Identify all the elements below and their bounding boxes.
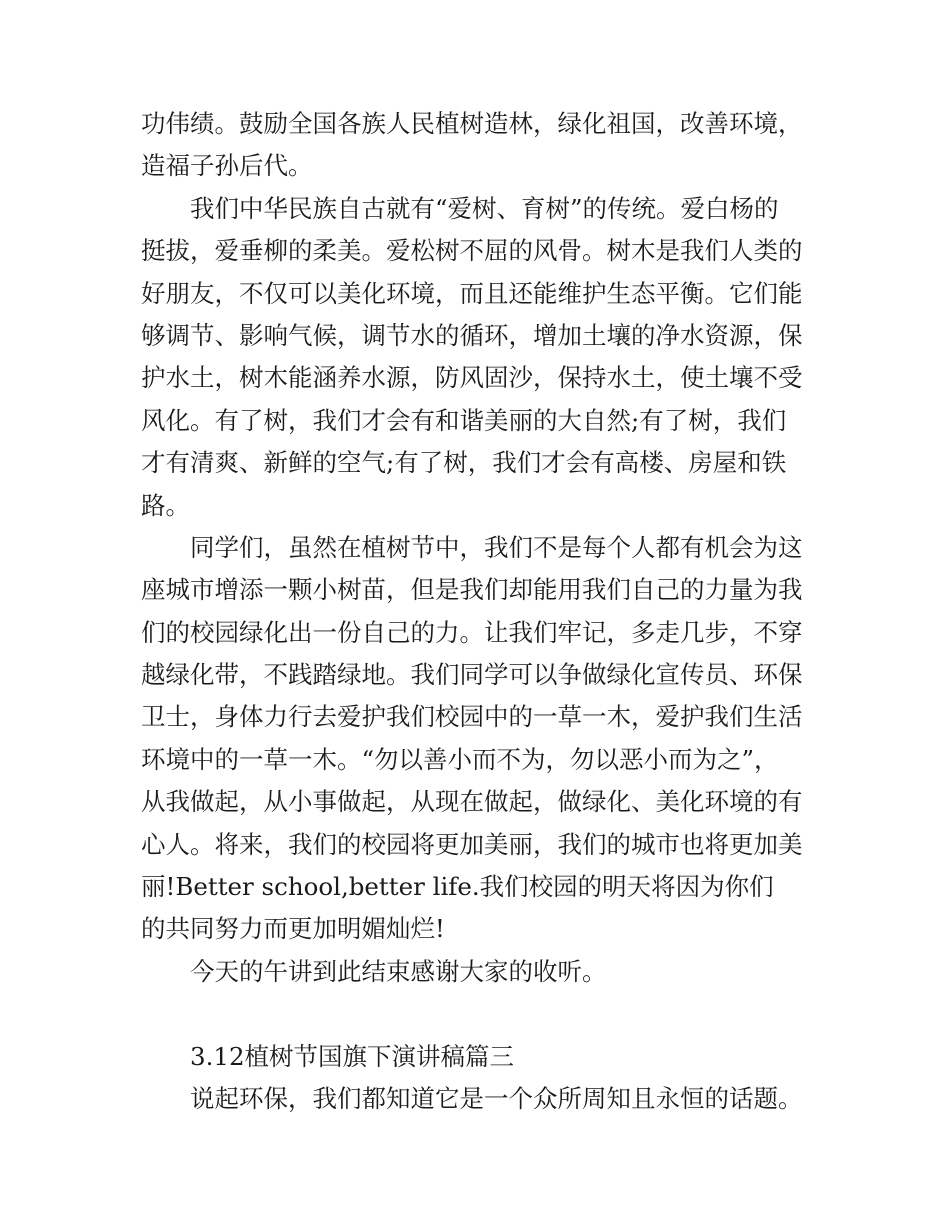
text-line: 才有清爽、新鲜的空气;有了树，我们才会有高楼、房屋和铁: [141, 448, 787, 478]
text-line: 够调节、影响气候，调节水的循环，增加土壤的净水资源，保: [141, 320, 803, 350]
text-line: 好朋友，不仅可以美化环境，而且还能维护生态平衡。它们能: [141, 278, 803, 308]
text-line: 卫士，身体力行去爱护我们校园中的一草一木，爱护我们生活: [141, 702, 803, 732]
text-line: 护水土，树木能涵养水源，防风固沙，保持水土，使土壤不受: [141, 363, 803, 393]
text-line: 丽!Better school,better life.我们校园的明天将因为你们: [141, 872, 774, 902]
text-line: 越绿化带，不践踏绿地。我们同学可以争做绿化宣传员、环保: [141, 660, 803, 690]
text-line: 们的校园绿化出一份自己的力。让我们牢记，多走几步，不穿: [141, 617, 803, 647]
blank-line: [141, 993, 821, 1035]
text-line: 功伟绩。鼓励全国各族人民植树造林，绿化祖国，改善环境，: [141, 109, 803, 138]
text-line: 说起环保，我们都知道它是一个众所周知且永恒的话题。: [190, 1083, 803, 1113]
text-line: 心人。将来，我们的校园将更加美丽，我们的城市也将更加美: [141, 829, 803, 859]
text-line: 的共同努力而更加明媚灿烂!: [141, 914, 445, 944]
text-line: 路。: [141, 490, 190, 520]
text-line: 3.12植树节国旗下演讲稿篇三: [190, 1041, 515, 1071]
text-line: 造福子孙后代。: [141, 151, 313, 181]
text-line: 我们中华民族自古就有“爱树、育树”的传统。爱白杨的: [190, 193, 779, 223]
text-line: 今天的午讲到此结束感谢大家的收听。: [190, 956, 607, 986]
text-line: 从我做起，从小事做起，从现在做起，做绿化、美化环境的有: [141, 787, 803, 817]
text-line: 同学们，虽然在植树节中，我们不是每个人都有机会为这: [190, 532, 803, 562]
text-line: 座城市增添一颗小树苗，但是我们却能用我们自己的力量为我: [141, 575, 803, 605]
text-line: 挺拔，爱垂柳的柔美。爱松树不屈的风骨。树木是我们人类的: [141, 236, 803, 266]
text-line: 环境中的一草一木。“勿以善小而不为，勿以恶小而为之”，: [141, 744, 779, 774]
text-line: 风化。有了树，我们才会有和谐美丽的大自然;有了树，我们: [141, 405, 787, 435]
document-body: [141, 103, 821, 1120]
